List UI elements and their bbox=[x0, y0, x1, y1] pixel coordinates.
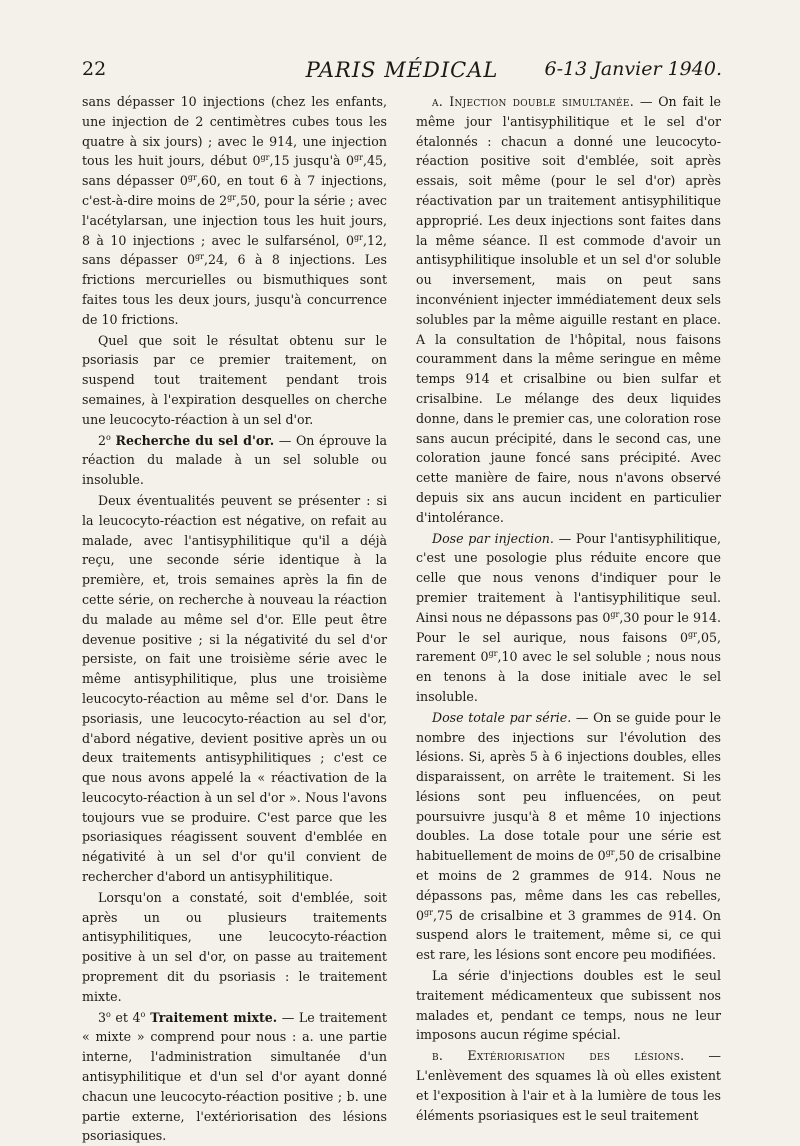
section-paragraph-traitement-mixte: 3$^o$ et 4$^o$ Traitement mixte. — Le traitement « mixte » comprend pour nous : a. une partie interne, l'administration simultanée d'un antisyphilitique et d'un sel d'or ayant donné chacun une leucocyto-réaction positive ; b. une partie externe, l'extériorisation des lésions psoriasiques. bbox=[82, 1009, 387, 1144]
section-paragraph-exteriorisation: b. Extériorisation des lésions. — L'enlèvement des squames là où elles existent et l'exposition à l'air et à la lumière de tous les éléments psoriasiques est le seul traitement bbox=[416, 1048, 721, 1123]
section-heading: Dose totale par série. bbox=[432, 709, 572, 725]
section-heading: b. Extériorisation des lésions. bbox=[432, 1048, 685, 1064]
section-paragraph-recherche: 2$^o$ Recherche du sel d'or. — On éprouve la réaction du malade à un sel soluble ou insoluble. bbox=[82, 432, 387, 488]
right-column bbox=[416, 92, 721, 1125]
paragraph: Quel que soit le résultat obtenu sur le psoriasis par ce premier traitement, on suspend tout traitement pendant trois semaines, à l'expiration desquelles on cherche une leucocyto-réaction à un sel d'or. bbox=[82, 332, 387, 427]
section-heading: Recherche du sel d'or. bbox=[115, 432, 275, 448]
page-number: 22 bbox=[82, 58, 107, 80]
paragraph: Deux éventualités peuvent se présenter : si la leucocyto-réaction est négative, on refait au malade, avec l'antisyphilitique qu'il a déjà reçu, une seconde série identique à la première, et, trois semaines après la fin de cette série, on recherche à nouveau la réaction du malade au même sel d'or. Elle peut être devenue positive ; si la négativité du sel d'or persiste, on fait une troisième série avec le même antisyphilitique, plus une troisième leucocyto-réaction au même sel d'or. Dans le psoriasis, une leucocyto-réaction au sel d'or, d'abord négative, devient positive après un ou deux traitements antisyphilitiques ; c'est ce que nous avons appelé la « réactivation de la leucocyto-réaction à un sel d'or ». Nous l'avons toujours vue se produire. C'est parce que les psoriasiques réagissent souvent d'emblée en négativité à un sel d'or qu'il convient de rechercher d'abord un antisyphilitique. bbox=[82, 492, 387, 885]
section-heading: Dose par injection. bbox=[432, 530, 554, 546]
section-paragraph-dose-injection: Dose par injection. — Pour l'antisyphilitique, c'est une posologie plus réduite encore que celle que nous venons d'indiquer pour le premier traitement à l'antisyphilitique seul. Ainsi nous ne dépassons pas $0^{gr},30$ pour le 914. Pour le sel aurique, nous faisons $0^{gr},05$, rarement $0^{gr},10$ avec le sel soluble ; nous nous en tenons à la dose initiale avec le sel insoluble. bbox=[416, 530, 722, 704]
paragraph: La série d'injections doubles est le seul traitement médicamenteux que subissent nos malades et, pendant ce temps, nous ne leur imposons aucun régime spécial. bbox=[416, 968, 721, 1043]
paragraph: sans dépasser 10 injections (chez les enfants, une injection de 2 centimètres cubes tous les quatre à six jours) ; avec le 914, une injection tous les huit jours, début $0^{gr},15$ jusqu'à $0^{gr},45$, sans dépasser $0^{gr},60$, en tout 6 à 7 injections, c'est-à-dire moins de $2^{gr},50$, pour la série ; avec l'acétylarsan, une injection tous les huit jours, 8 à 10 injections ; avec le sulfarsénol, $0^{gr},12$, sans dépasser $0^{gr},24$, 6 à 8 injections. Les frictions mercurielles ou bismuthiques sont faites tous les deux jours, jusqu'à concurrence de 10 frictions. bbox=[82, 94, 387, 327]
section-heading: a. Injection double simultanée. bbox=[432, 94, 635, 109]
issue-date: 6-13 Janvier 1940. bbox=[544, 58, 722, 80]
section-heading: Traitement mixte. bbox=[145, 1009, 278, 1025]
left-column bbox=[82, 92, 387, 1146]
page-header bbox=[82, 58, 722, 88]
journal-title: PARIS MÉDICAL bbox=[305, 58, 499, 82]
paragraph: Lorsqu'on a constaté, soit d'emblée, soit après un ou plusieurs traitements antisyphilitiques, une leucocyto-réaction positive à un sel d'or, on passe au traitement proprement dit du psoriasis : le traitement mixte. bbox=[82, 889, 387, 1004]
section-paragraph-dose-totale: Dose totale par série. — On se guide pour le nombre des injections sur l'évolution des lésions. Si, après 5 à 6 injections doubles, elles disparaissent, on arrête le traitement. Si les lésions sont peu influencées, on peut poursuivre jusqu'à 8 et même 10 injections doubles. La dose totale pour une série est habituellement de moins de $0^{gr},50$ de crisalbine et moins de 2 grammes de 914. Nous ne dépassons pas, même dans les cas rebelles, $0^{gr},75$ de crisalbine et 3 grammes de 914. On suspend alors le traitement, même si, ce qui est rare, les lésions sont encore peu modifiées. bbox=[416, 709, 722, 963]
section-paragraph-injection-double: a. Injection double simultanée. — On fait le même jour l'antisyphilitique et le sel d'or étalonnés : chacun a donné une leucocyto-réaction positive soit d'emblée, soit après essais, soit même (pour le sel d'or) après réactivation par un traitement antisyphilitique approprié. Les deux injections sont faites dans la même séance. Il est commode d'avoir un antisyphilitique insoluble et un sel d'or soluble ou inversement, mais on peut sans inconvénient injecter immédiatement deux sels solubles par la même aiguille restant en place. A la consultation de l'hôpital, nous faisons couramment dans la même seringue en même temps 914 et crisalbine ou bien sulfar et crisalbine. Le mélange des deux liquides donne, dans le premier cas, une coloration rose sans aucun précipité, dans le second cas, une coloration jaune foncé sans précipité. Avec cette manière de faire, nous n'avons observé depuis six ans aucun incident en particulier d'intolérance. bbox=[416, 94, 721, 525]
